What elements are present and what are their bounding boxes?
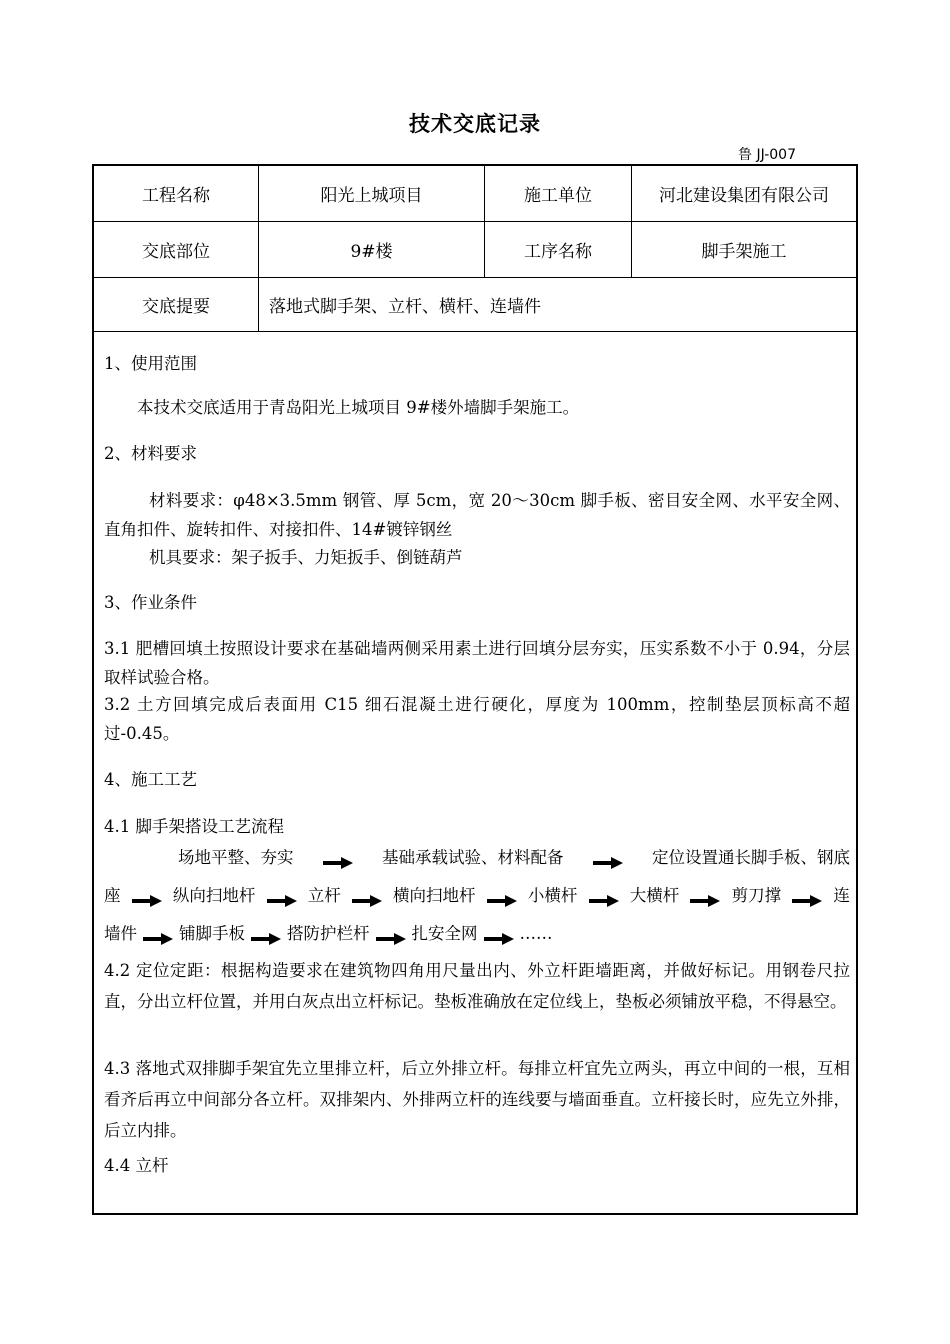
row-divider bbox=[94, 331, 856, 332]
contractor-value: 河北建设集团有限公司 bbox=[659, 186, 829, 206]
project-name-label: 工程名称 bbox=[142, 186, 210, 206]
flow-step: 场地平整、夯实 bbox=[178, 848, 294, 867]
summary-label: 交底提要 bbox=[142, 297, 210, 317]
arrow-right-icon bbox=[792, 889, 822, 903]
process-value: 脚手架施工 bbox=[701, 242, 787, 262]
process-label: 工序名称 bbox=[524, 242, 592, 262]
part-value: 9#楼 bbox=[350, 242, 393, 262]
arrow-right-icon bbox=[593, 851, 623, 865]
project-name-value: 阳光上城项目 bbox=[320, 186, 423, 206]
part-label: 交底部位 bbox=[142, 242, 210, 262]
section-4-title: 4、施工工艺 bbox=[104, 770, 197, 789]
flow-step: 扎安全网 bbox=[411, 924, 478, 943]
flow-step: 墙件 bbox=[104, 924, 137, 943]
flow-step: 大横杆 bbox=[629, 886, 680, 905]
section-2-tools: 机具要求：架子扳手、力矩扳手、倒链葫芦 bbox=[149, 548, 463, 567]
arrow-right-icon bbox=[251, 927, 281, 941]
document-code: 鲁 JJ-007 bbox=[738, 147, 796, 163]
flow-step: 定位设置通长脚手板、钢底 bbox=[652, 848, 850, 867]
flow-step: 连 bbox=[833, 886, 850, 905]
arrow-right-icon bbox=[484, 927, 514, 941]
arrow-right-icon bbox=[589, 889, 619, 903]
arrow-right-icon bbox=[690, 889, 720, 903]
flow-step: 搭防护栏杆 bbox=[287, 924, 370, 943]
flow-step: 铺脚手板 bbox=[179, 924, 245, 943]
document-title: 技术交底记录 bbox=[409, 112, 541, 136]
section-4-2: 4.2 定位定距：根据构造要求在建筑物四角用尺量出内、外立杆距墙距离，并做好标记。用钢卷尺拉直，分出立杆位置，并用白灰点出立杆标记。垫板准确放在定位线上，垫板必须铺放平稳，不得悬空。 bbox=[104, 961, 850, 1011]
arrow-right-icon bbox=[352, 889, 382, 903]
flow-step: 基础承载试验、材料配备 bbox=[382, 848, 564, 867]
flow-line-1 bbox=[104, 844, 850, 872]
section-4-1-title: 4.1 脚手架搭设工艺流程 bbox=[104, 817, 284, 836]
section-1-text: 本技术交底适用于青岛阳光上城项目 9#楼外墙脚手架施工。 bbox=[137, 398, 580, 417]
flow-step: …… bbox=[519, 924, 553, 943]
flow-step: 立杆 bbox=[307, 886, 341, 905]
flow-step: 剪刀撑 bbox=[731, 886, 782, 905]
arrow-right-icon bbox=[376, 927, 406, 941]
section-3-1: 3.1 肥槽回填土按照设计要求在基础墙两侧采用素土进行回填分层夯实，压实系数不小于 0.94，分层取样试验合格。 bbox=[104, 639, 850, 687]
flow-line-2 bbox=[104, 882, 850, 910]
flow-line-3 bbox=[104, 920, 850, 948]
arrow-right-icon bbox=[143, 927, 173, 941]
section-4-4: 4.4 立杆 bbox=[104, 1156, 169, 1175]
section-1-title: 1、使用范围 bbox=[104, 354, 197, 373]
record-table bbox=[92, 164, 858, 1215]
flow-step: 小横杆 bbox=[527, 886, 578, 905]
arrow-right-icon bbox=[267, 889, 297, 903]
section-2-title: 2、材料要求 bbox=[104, 444, 197, 463]
section-4-3: 4.3 落地式双排脚手架宜先立里排立杆，后立外排立杆。每排立杆宜先立两头，再立中间的一根，互相看齐后再立中间部分各立杆。双排架内、外排两立杆的连线要与墙面垂直。立杆接长时，应先立外排，后立内排。 bbox=[104, 1059, 850, 1140]
arrow-right-icon bbox=[487, 889, 517, 903]
section-3-title: 3、作业条件 bbox=[104, 593, 197, 612]
section-3-2: 3.2 土方回填完成后表面用 C15 细石混凝土进行硬化，厚度为 100mm，控制垫层顶标高不超过-0.45。 bbox=[104, 695, 850, 743]
summary-value: 落地式脚手架、立杆、横杆、连墙件 bbox=[269, 297, 541, 317]
contractor-label: 施工单位 bbox=[524, 186, 592, 206]
flow-step: 纵向扫地杆 bbox=[172, 886, 256, 905]
arrow-right-icon bbox=[132, 889, 162, 903]
flow-step: 横向扫地杆 bbox=[393, 886, 476, 905]
arrow-right-icon bbox=[323, 851, 353, 865]
section-2-materials: 材料要求：φ48×3.5mm 钢管、厚 5cm，宽 20～30cm 脚手板、密目安全网、水平安全网、直角扣件、旋转扣件、对接扣件、14#镀锌钢丝 bbox=[104, 491, 850, 539]
flow-step: 座 bbox=[104, 886, 121, 905]
